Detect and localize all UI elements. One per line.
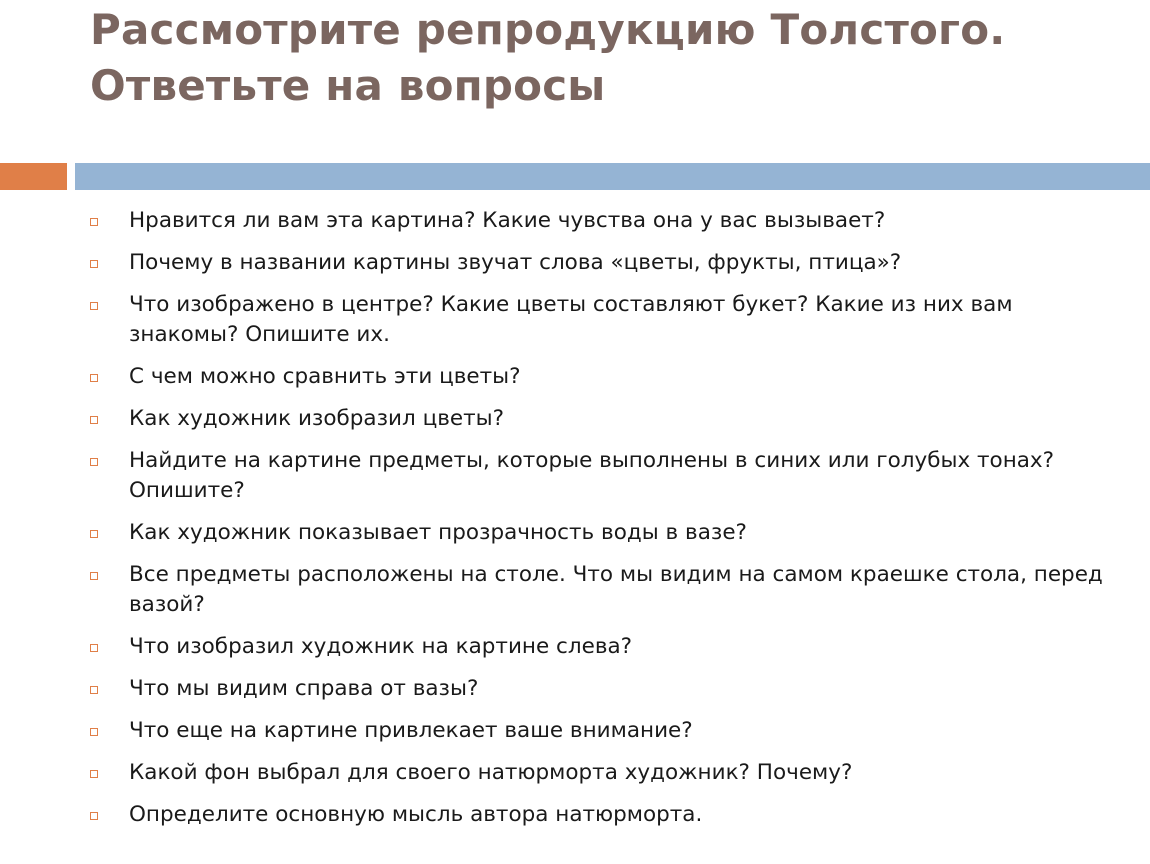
question-item xyxy=(0,404,1150,434)
slide-title-line-2: Ответьте на вопросы xyxy=(90,61,606,110)
question-item xyxy=(0,560,1150,620)
question-text: Все предметы расположены на столе. Что мы видим на самом краешке стола, перед вазой? xyxy=(129,562,1103,617)
question-item xyxy=(0,674,1150,704)
question-item xyxy=(0,800,1150,830)
hollow-square-icon xyxy=(90,728,98,736)
question-item xyxy=(0,248,1150,278)
question-item xyxy=(0,446,1150,506)
hollow-square-icon xyxy=(90,812,98,820)
question-item xyxy=(0,758,1150,788)
hollow-square-icon xyxy=(90,644,98,652)
question-item xyxy=(0,632,1150,662)
hollow-square-icon xyxy=(90,770,98,778)
question-text: Как художник изобразил цветы? xyxy=(129,406,505,431)
hollow-square-icon xyxy=(90,218,98,226)
question-text: Найдите на картине предметы, которые выполнены в синих или голубых тонах? Опишите? xyxy=(129,448,1055,503)
hollow-square-icon xyxy=(90,416,98,424)
question-item xyxy=(0,518,1150,548)
accent-bar xyxy=(0,163,67,190)
question-text: Что изображено в центре? Какие цветы составляют букет? Какие из них вам знакомы? Опишите их. xyxy=(129,292,1013,347)
hollow-square-icon xyxy=(90,458,98,466)
question-text: Как художник показывает прозрачность воды в вазе? xyxy=(129,520,747,545)
hollow-square-icon xyxy=(90,530,98,538)
question-list xyxy=(0,206,1150,842)
question-item xyxy=(0,362,1150,392)
question-text: Нравится ли вам эта картина? Какие чувства она у вас вызывает? xyxy=(129,208,886,233)
question-item xyxy=(0,290,1150,350)
question-item xyxy=(0,716,1150,746)
question-text: Почему в названии картины звучат слова «цветы, фрукты, птица»? xyxy=(129,250,902,275)
hollow-square-icon xyxy=(90,374,98,382)
hollow-square-icon xyxy=(90,302,98,310)
question-item xyxy=(0,206,1150,236)
question-text: Какой фон выбрал для своего натюрморта художник? Почему? xyxy=(129,760,853,785)
divider-bar xyxy=(75,163,1150,190)
question-text: Что мы видим справа от вазы? xyxy=(129,676,479,701)
question-text: Определите основную мысль автора натюрморта. xyxy=(129,802,703,827)
slide-title-line-1: Рассмотрите репродукцию Толстого. xyxy=(90,5,1006,54)
hollow-square-icon xyxy=(90,686,98,694)
slide-title xyxy=(90,2,1120,114)
question-text: Что изобразил художник на картине слева? xyxy=(129,634,633,659)
question-text: Что еще на картине привлекает ваше внимание? xyxy=(129,718,693,743)
hollow-square-icon xyxy=(90,572,98,580)
question-text: С чем можно сравнить эти цветы? xyxy=(129,364,521,389)
hollow-square-icon xyxy=(90,260,98,268)
